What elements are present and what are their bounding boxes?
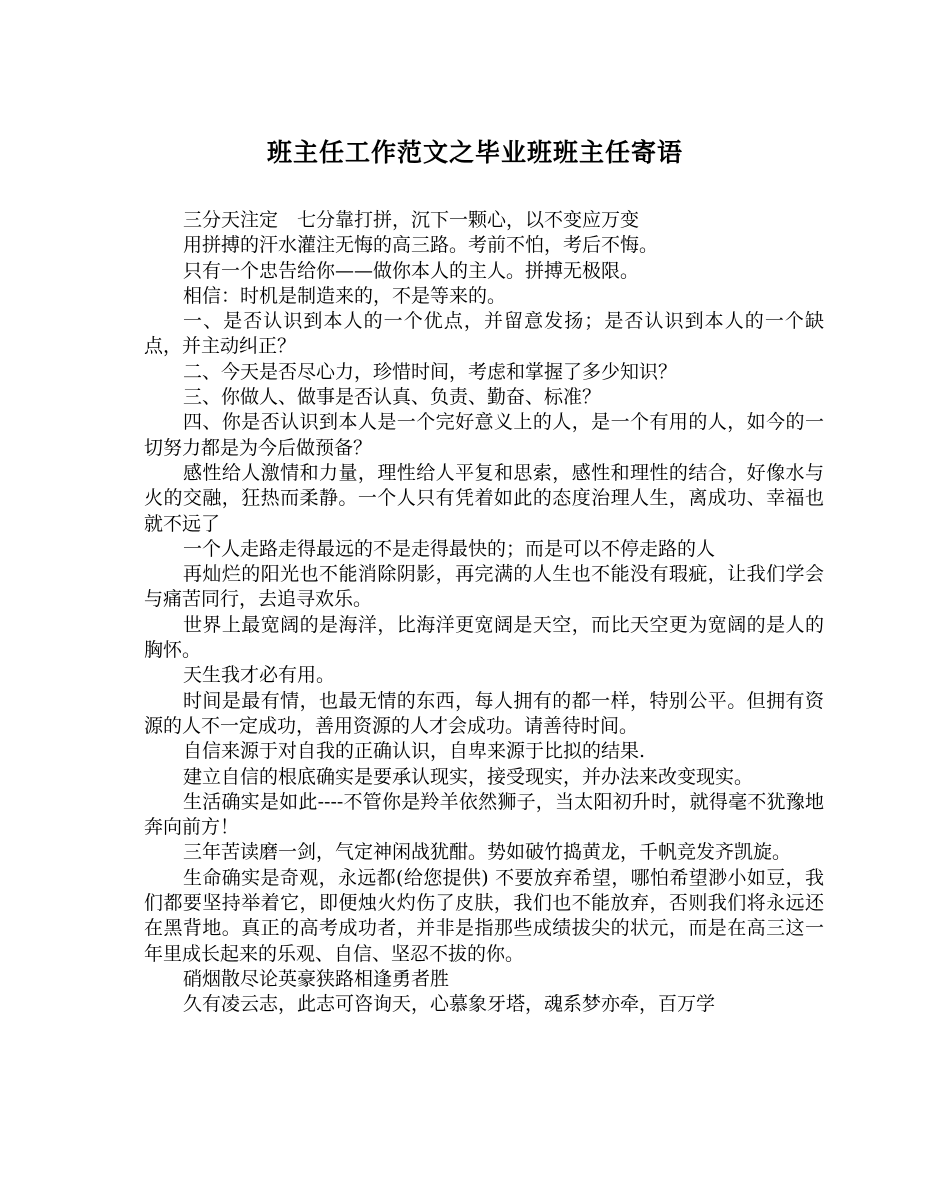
paragraph: 三年苦读磨一剑，气定神闲战犹酣。势如破竹捣黄龙，千帆竞发齐凯旋。 [183, 841, 792, 864]
paragraph: 一、是否认识到本人的一个优点，并留意发扬；是否认识到本人的一个缺点，并主动纠正？ [144, 310, 824, 358]
paragraph: 世界上最宽阔的是海洋，比海洋更宽阔是天空，而比天空更为宽阔的是人的胸怀。 [144, 613, 824, 662]
paragraph: 只有一个忠告给你——做你本人的主人。拼搏无极限。 [183, 259, 640, 282]
paragraph: 用拼搏的汗水灌注无悔的高三路。考前不怕，考后不悔。 [183, 234, 659, 257]
paragraph: 自信来源于对自我的正确认识，自卑来源于比拟的结果. [183, 740, 646, 763]
paragraph: 生命确实是奇观，永远都(给您提供) 不要放弃希望，哪怕希望渺小如豆，我们都要坚持举着它，即便烛火灼伤了皮肤，我们也不能放弃，否则我们将永远还在黑背地。真正的高考成功者，并非是指那些成绩拔尖的状元，而是在高三这一年里成长起来的乐观、自信、坚忍不拔的你。 [144, 866, 824, 965]
paragraph: 四、你是否认识到本人是一个完好意义上的人，是一个有用的人，如今的一切努力都是为今后做预备？ [144, 411, 824, 459]
document-title: 班主任工作范文之毕业班班主任寄语 [266, 138, 683, 167]
paragraph: 建立自信的根底确实是要承认现实，接受现实，并办法来改变现实。 [183, 765, 754, 788]
paragraph: 久有凌云志，此志可咨询天，心慕象牙塔，魂系梦亦牵，百万学 [183, 993, 716, 1016]
paragraph: 再灿烂的阳光也不能消除阴影，再完满的人生也不能没有瑕疵，让我们学会与痛苦同行，去追寻欢乐。 [144, 563, 824, 611]
paragraph: 相信：时机是制造来的，不是等来的。 [183, 284, 507, 307]
paragraph: 硝烟散尽论英豪狭路相逢勇者胜 [183, 967, 450, 990]
paragraph: 二、今天是否尽心力，珍惜时间，考虑和掌握了多少知识？ [183, 360, 678, 383]
paragraph: 感性给人激情和力量，理性给人平复和思索，感性和理性的结合，好像水与火的交融，狂热而柔静。一个人只有凭着如此的态度治理人生，离成功、幸福也就不远了 [144, 461, 824, 535]
paragraph: 天生我才必有用。 [183, 664, 336, 687]
paragraph: 时间是最有情，也最无情的东西，每人拥有的都一样，特别公平。但拥有资源的人不一定成功，善用资源的人才会成功。请善待时间。 [144, 689, 824, 737]
paragraph: 三、你做人、做事是否认真、负责、勤奋、标准？ [183, 386, 602, 409]
paragraph: 三分天注定 七分靠打拼，沉下一颗心，以不变应万变 [183, 209, 640, 231]
paragraph: 生活确实是如此----不管你是羚羊依然狮子，当太阳初升时，就得毫不犹豫地奔向前方！ [144, 790, 824, 839]
document-body [144, 208, 824, 1018]
paragraph: 一个人走路走得最远的不是走得最快的；而是可以不停走路的人 [183, 537, 716, 560]
